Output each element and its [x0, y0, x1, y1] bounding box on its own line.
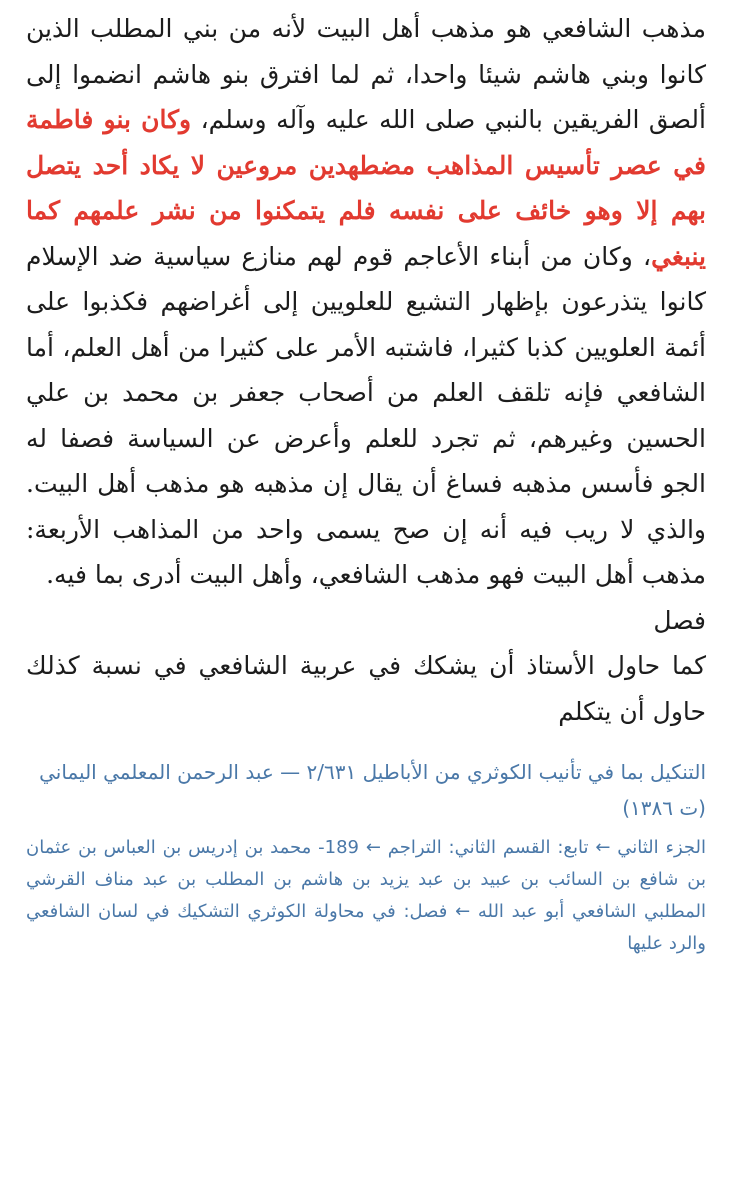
reference-title-link[interactable]: التنكيل بما في تأنيب الكوثري من الأباطيل ٢/٦٣١ — عبد الرحمن المعلمي اليماني (ت ١٣٨٦)	[39, 760, 706, 820]
source-reference	[26, 754, 706, 960]
highlighted-passage: وكان بنو فاطمة في عصر تأسيس المذاهب مضطهدين مروعين لا يكاد أحد يتصل بهم إلا وهو خائف على نفسه فلم يتمكنوا من نشر علمهم كما ينبغي	[26, 105, 707, 271]
reference-path-link[interactable]: الجزء الثاني ← تابع: القسم الثاني: التراجم ← 189- محمد بن إدريس بن العباس بن عثمان بن شافع بن السائب بن عبيد بن عبد يزيد بن هاشم بن المطلب بن عبد مناف القرشي المطلبي الشافعي أبو عبد الله ← فصل: في محاولة الكوثري التشكيك في لسان الشافعي والرد عليها	[26, 837, 707, 954]
paragraph-text-continuation: ، وكان من أبناء الأعاجم قوم لهم منازع سياسية ضد الإسلام كانوا يتذرعون بإظهار التشيع للعلويين إلى أغراضهم فكذبوا على أئمة العلويين كذبا كثيرا، فاشتبه الأمر على كثيرا من أهل العلم، أما الشافعي فإنه تلقف العلم من أصحاب جعفر بن محمد بن علي الحسين وغيرهم، ثم تجرد للعلم وأعرض عن السياسة فصفا له الجو فأسس مذهبه فساغ أن يقال إن مذهبه هو مذهب أهل البيت. والذي لا ريب فيه أنه إن صح يسمى واحد من المذاهب الأربعة: مذهب أهل البيت فهو مذهب الشافعي، وأهل البيت أدرى بما فيه.	[26, 241, 706, 589]
section-heading: فصل	[653, 605, 706, 635]
main-paragraph	[26, 6, 706, 598]
closing-paragraph: كما حاول الأستاذ أن يشكك في عربية الشافعي في نسبة كذلك حاول أن يتكلم	[26, 651, 706, 726]
paragraph-text-intro: مذهب الشافعي هو مذهب أهل البيت لأنه من بني المطلب الذين كانوا وبني هاشم شيئا واحدا، ثم لما افترق بنو هاشم انضموا إلى ألصق الفريقين بالنبي صلى الله عليه وآله وسلم،	[26, 14, 706, 134]
